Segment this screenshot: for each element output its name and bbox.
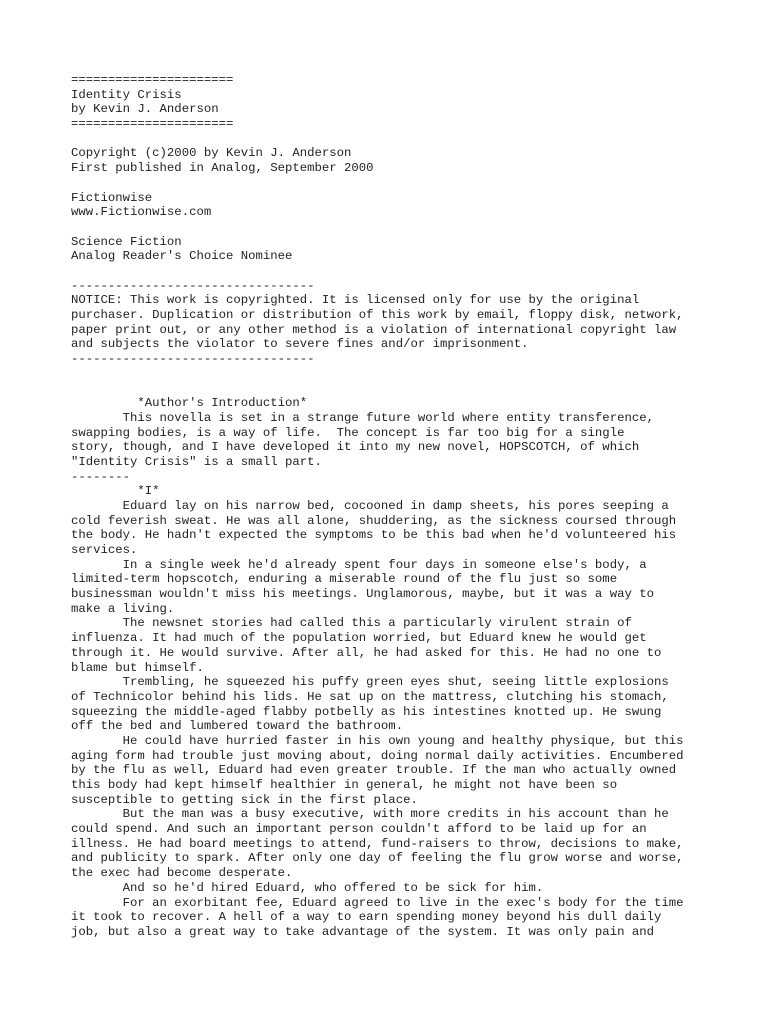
text-line: by the flu as well, Eduard had even greater trouble. If the man who actually owned — [71, 763, 677, 778]
text-line: *Author's Introduction* — [71, 396, 308, 411]
text-line: Fictionwise — [71, 190, 153, 205]
text-line: the exec had become desperate. — [71, 866, 293, 881]
text-line: job, but also a great way to take advantage of the system. It was only pain and — [71, 924, 654, 939]
text-line: and publicity to spark. After only one day of feeling the flu grow worse and worse, — [71, 851, 684, 866]
text-line: --------------------------------- — [71, 352, 315, 367]
text-line: paper print out, or any other method is a violation of international copyright law — [71, 322, 677, 337]
text-line: Trembling, he squeezed his puffy green eyes shut, seeing little explosions — [71, 675, 669, 690]
text-line: *I* — [71, 484, 160, 499]
text-line: He could have hurried faster in his own young and healthy physique, but this — [71, 733, 684, 748]
text-line: the body. He hadn't expected the symptoms to be this bad when he'd volunteered his — [71, 528, 677, 543]
text-line: squeezing the middle-aged flabby potbelly as his intestines knotted up. He swung — [71, 704, 662, 719]
text-line: "Identity Crisis" is a small part. — [71, 454, 322, 469]
text-line: Copyright (c)2000 by Kevin J. Anderson — [71, 146, 352, 161]
text-line: But the man was a busy executive, with more credits in his account than he — [71, 807, 669, 822]
text-line: And so he'd hired Eduard, who offered to be sick for him. — [71, 880, 544, 895]
text-line: First published in Analog, September 2000 — [71, 161, 374, 176]
document-text — [71, 73, 761, 940]
text-line: -------- — [71, 469, 131, 484]
text-line: it took to recover. A hell of a way to earn spending money beyond his dull daily — [71, 910, 662, 925]
text-line: The newsnet stories had called this a particularly virulent strain of — [71, 616, 632, 631]
text-line: influenza. It had much of the population worried, but Eduard knew he would get — [71, 631, 647, 646]
text-line: businessman wouldn't miss his meetings. Unglamorous, maybe, but it was a way to — [71, 587, 654, 602]
text-line: illness. He had board meetings to attend, fund-raisers to throw, decisions to make, — [71, 836, 684, 851]
text-line: could spend. And such an important person couldn't afford to be laid up for an — [71, 822, 647, 837]
text-line: ====================== — [71, 73, 234, 87]
text-line: Identity Crisis — [71, 87, 182, 102]
text-line: swapping bodies, is a way of life. The concept is far too big for a single — [71, 425, 625, 440]
text-line: Science Fiction — [71, 234, 182, 249]
text-line: aging form had trouble just moving about, doing normal daily activities. Encumbered — [71, 748, 684, 763]
text-line: NOTICE: This work is copyrighted. It is licensed only for use by the original — [71, 293, 640, 308]
text-line: story, though, and I have developed it into my new novel, HOPSCOTCH, of which — [71, 440, 640, 455]
text-line: make a living. — [71, 601, 175, 616]
text-line: purchaser. Duplication or distribution of this work by email, floppy disk, network, — [71, 308, 684, 322]
text-line: and subjects the violator to severe fines and/or imprisonment. — [71, 337, 529, 352]
text-line: services. — [71, 543, 138, 557]
text-line: --------------------------------- — [71, 278, 315, 293]
text-line: through it. He would survive. After all, he had asked for this. He had no one to — [71, 645, 662, 660]
text-line: This novella is set in a strange future world where entity transference, — [71, 410, 654, 425]
text-line: Analog Reader's Choice Nominee — [71, 249, 293, 264]
text-line: susceptible to getting sick in the first place. — [71, 792, 418, 807]
text-line: by Kevin J. Anderson — [71, 102, 219, 117]
text-line: In a single week he'd already spent four days in someone else's body, a — [71, 557, 647, 572]
text-line: of Technicolor behind his lids. He sat up on the mattress, clutching his stomach, — [71, 689, 669, 704]
text-line: this body had kept himself healthier in general, he might not have been so — [71, 778, 618, 792]
text-line: cold feverish sweat. He was all alone, shuddering, as the sickness coursed through — [71, 513, 677, 528]
text-line: blame but himself. — [71, 660, 204, 675]
text-line: www.Fictionwise.com — [71, 205, 212, 220]
text-line: limited-term hopscotch, enduring a miserable round of the flu just so some — [71, 572, 618, 587]
text-line: Eduard lay on his narrow bed, cocooned in damp sheets, his pores seeping a — [71, 498, 669, 513]
text-line: off the bed and lumbered toward the bathroom. — [71, 719, 404, 734]
text-line: For an exorbitant fee, Eduard agreed to live in the exec's body for the time — [71, 895, 684, 910]
text-line: ====================== — [71, 117, 234, 132]
